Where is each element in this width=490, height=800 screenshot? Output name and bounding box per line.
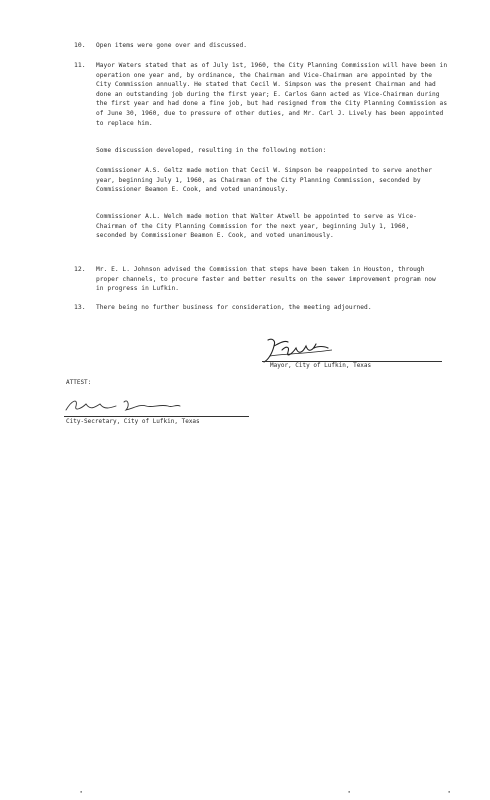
discussion-text: Some discussion developed, resulting in the following motion: — [96, 147, 327, 154]
secretary-signature — [64, 394, 184, 418]
scan-mark: ▪ — [448, 789, 451, 794]
motion-paragraph: Commissioner A.S. Geltz made motion that Cecil W. Simpson be reappointed to serve another year, beginning July 1, 1960, as Chairman of the City Planning Commission, seconded by Commissioner Beamon E. Cook, and voted unanimously. — [96, 167, 436, 194]
scan-mark: ▪ — [348, 789, 351, 794]
attest-label: ATTEST: — [66, 379, 92, 386]
item-number: 11. — [74, 61, 86, 69]
item-number: 10. — [74, 41, 86, 49]
secretary-signature-line — [64, 416, 249, 417]
item-number: 13. — [74, 303, 86, 311]
motion-paragraph: Commissioner A.L. Welch made motion that Walter Atwell be appointed to serve as Vice-Chairman of the City Planning Commission for the next year, beginning July 1, 1960, seconded by Commissioner Beamon E. Cook, and voted unanimously. — [96, 213, 417, 240]
mayor-caption: Mayor, City of Lufkin, Texas — [270, 362, 372, 369]
item-number: 12. — [74, 265, 86, 273]
item-text: Open items were gone over and discussed. — [96, 42, 248, 49]
item-text: Mr. E. L. Johnson advised the Commission that steps have been taken in Houston, through proper channels, to procure faster and better results on the sewer improvement program now in progress in Lufkin. — [96, 266, 440, 293]
item-text: Mayor Waters stated that as of July 1st, 1960, the City Planning Commission will have been in operation one year and, by ordinance, the Chairman and Vice-Chairman are appointed by the City Commission annually. He stated that Cecil W. Simpson was the present Chairman and had done an outstanding job during the first year; E. Carlos Gann acted as Vice-Chairman during the first year and had done a fine job, but had resigned from the City Planning Commission as of June 30, 1960, due to pressure of other duties, and Mr. Carl J. Lively has been appointed to replace him. — [96, 62, 451, 127]
item-text: There being no further business for consideration, the meeting adjourned. — [96, 304, 372, 311]
scan-mark: ▪ — [80, 789, 83, 794]
secretary-caption: City-Secretary, City of Lufkin, Texas — [66, 418, 200, 425]
